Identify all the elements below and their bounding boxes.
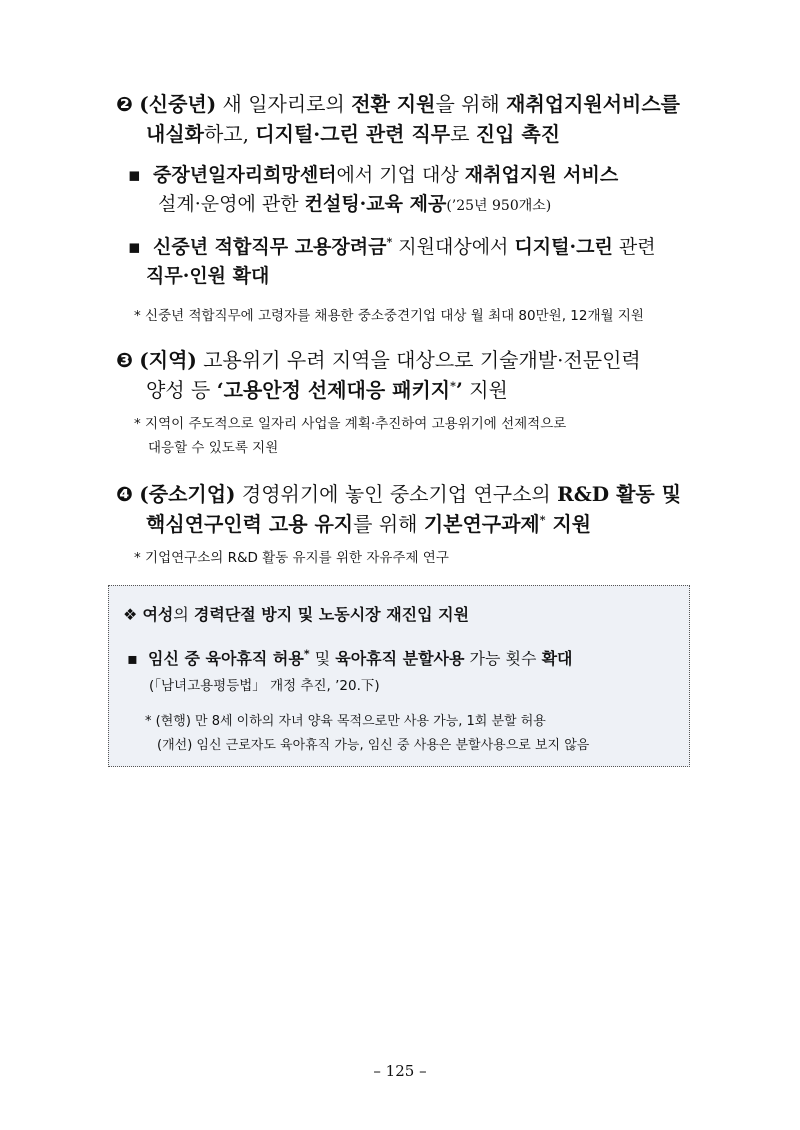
item3-footnote-line1: * 지역이 주도적으로 일자리 사업을 계획·추진하여 고용위기에 선제적으로 — [134, 416, 567, 432]
bullet-icon: ▪ — [128, 236, 141, 258]
box-title: ❖ 여성의 경력단절 방지 및 노동시장 재진입 지원 — [123, 605, 470, 624]
bullet-icon: ▪ — [127, 649, 138, 668]
item2-bullet2-line2: 직무·인원 확대 — [146, 265, 270, 287]
item3-line2: 양성 등 ‘고용안정 선제대응 패키지*’ 지원 — [146, 378, 508, 402]
item2-line2: 내실화하고, 디지털·그린 관련 직무로 진입 촉진 — [146, 122, 561, 146]
item4-footnote: * 기업연구소의 R&D 활동 유지를 위한 자유주제 연구 — [134, 550, 449, 566]
item4-line1: ❹ (중소기업) 경영위기에 놓인 중소기업 연구소의 R&D 활동 및 — [116, 482, 682, 506]
box-bullet-line2: (「남녀고용평등법」 개정 추진, ’20.下) — [149, 678, 380, 694]
page-number: – 125 – — [373, 1062, 427, 1080]
number-2-icon: ❷ — [116, 92, 133, 116]
bullet-icon: ▪ — [128, 164, 141, 186]
box-footnote-line1: * (현행) 만 8세 이하의 자녀 양육 목적으로만 사용 가능, 1회 분할 허용 — [145, 714, 546, 729]
women-support-box — [108, 585, 690, 767]
item2-bullet1-line1: ▪ 중장년일자리희망센터에서 기업 대상 재취업지원 서비스 — [128, 164, 619, 186]
item2-footnote: * 신중년 적합직무에 고령자를 채용한 중소중견기업 대상 월 최대 80만원, 12개월 지원 — [134, 308, 644, 324]
item2-bullet2-line1: ▪ 신중년 적합직무 고용장려금* 지원대상에서 디지털·그린 관련 — [128, 235, 656, 258]
item2-line1: ❷ (신중년) 새 일자리로의 전환 지원을 위해 재취업지원서비스를 — [116, 92, 681, 116]
diamond-icon: ❖ — [123, 605, 143, 624]
box-footnote-line2: (개선) 임신 근로자도 육아휴직 가능, 임신 중 사용은 분할사용으로 보지 않음 — [157, 738, 590, 753]
number-4-icon: ❹ — [116, 482, 133, 506]
item4-line2: 핵심연구인력 고용 유지를 위해 기본연구과제* 지원 — [146, 512, 592, 536]
item3-line1: ❸ (지역) 고용위기 우려 지역을 대상으로 기술개발·전문인력 — [116, 348, 641, 372]
item2-bullet1-line2: 설계·운영에 관한 컨설팅·교육 제공(’25년 950개소) — [158, 193, 552, 215]
number-3-icon: ❸ — [116, 348, 133, 372]
box-bullet-line1: ▪ 임신 중 육아휴직 허용* 및 육아휴직 분할사용 가능 횟수 확대 — [127, 647, 573, 668]
item3-footnote-line2: 대응할 수 있도록 지원 — [148, 440, 279, 456]
